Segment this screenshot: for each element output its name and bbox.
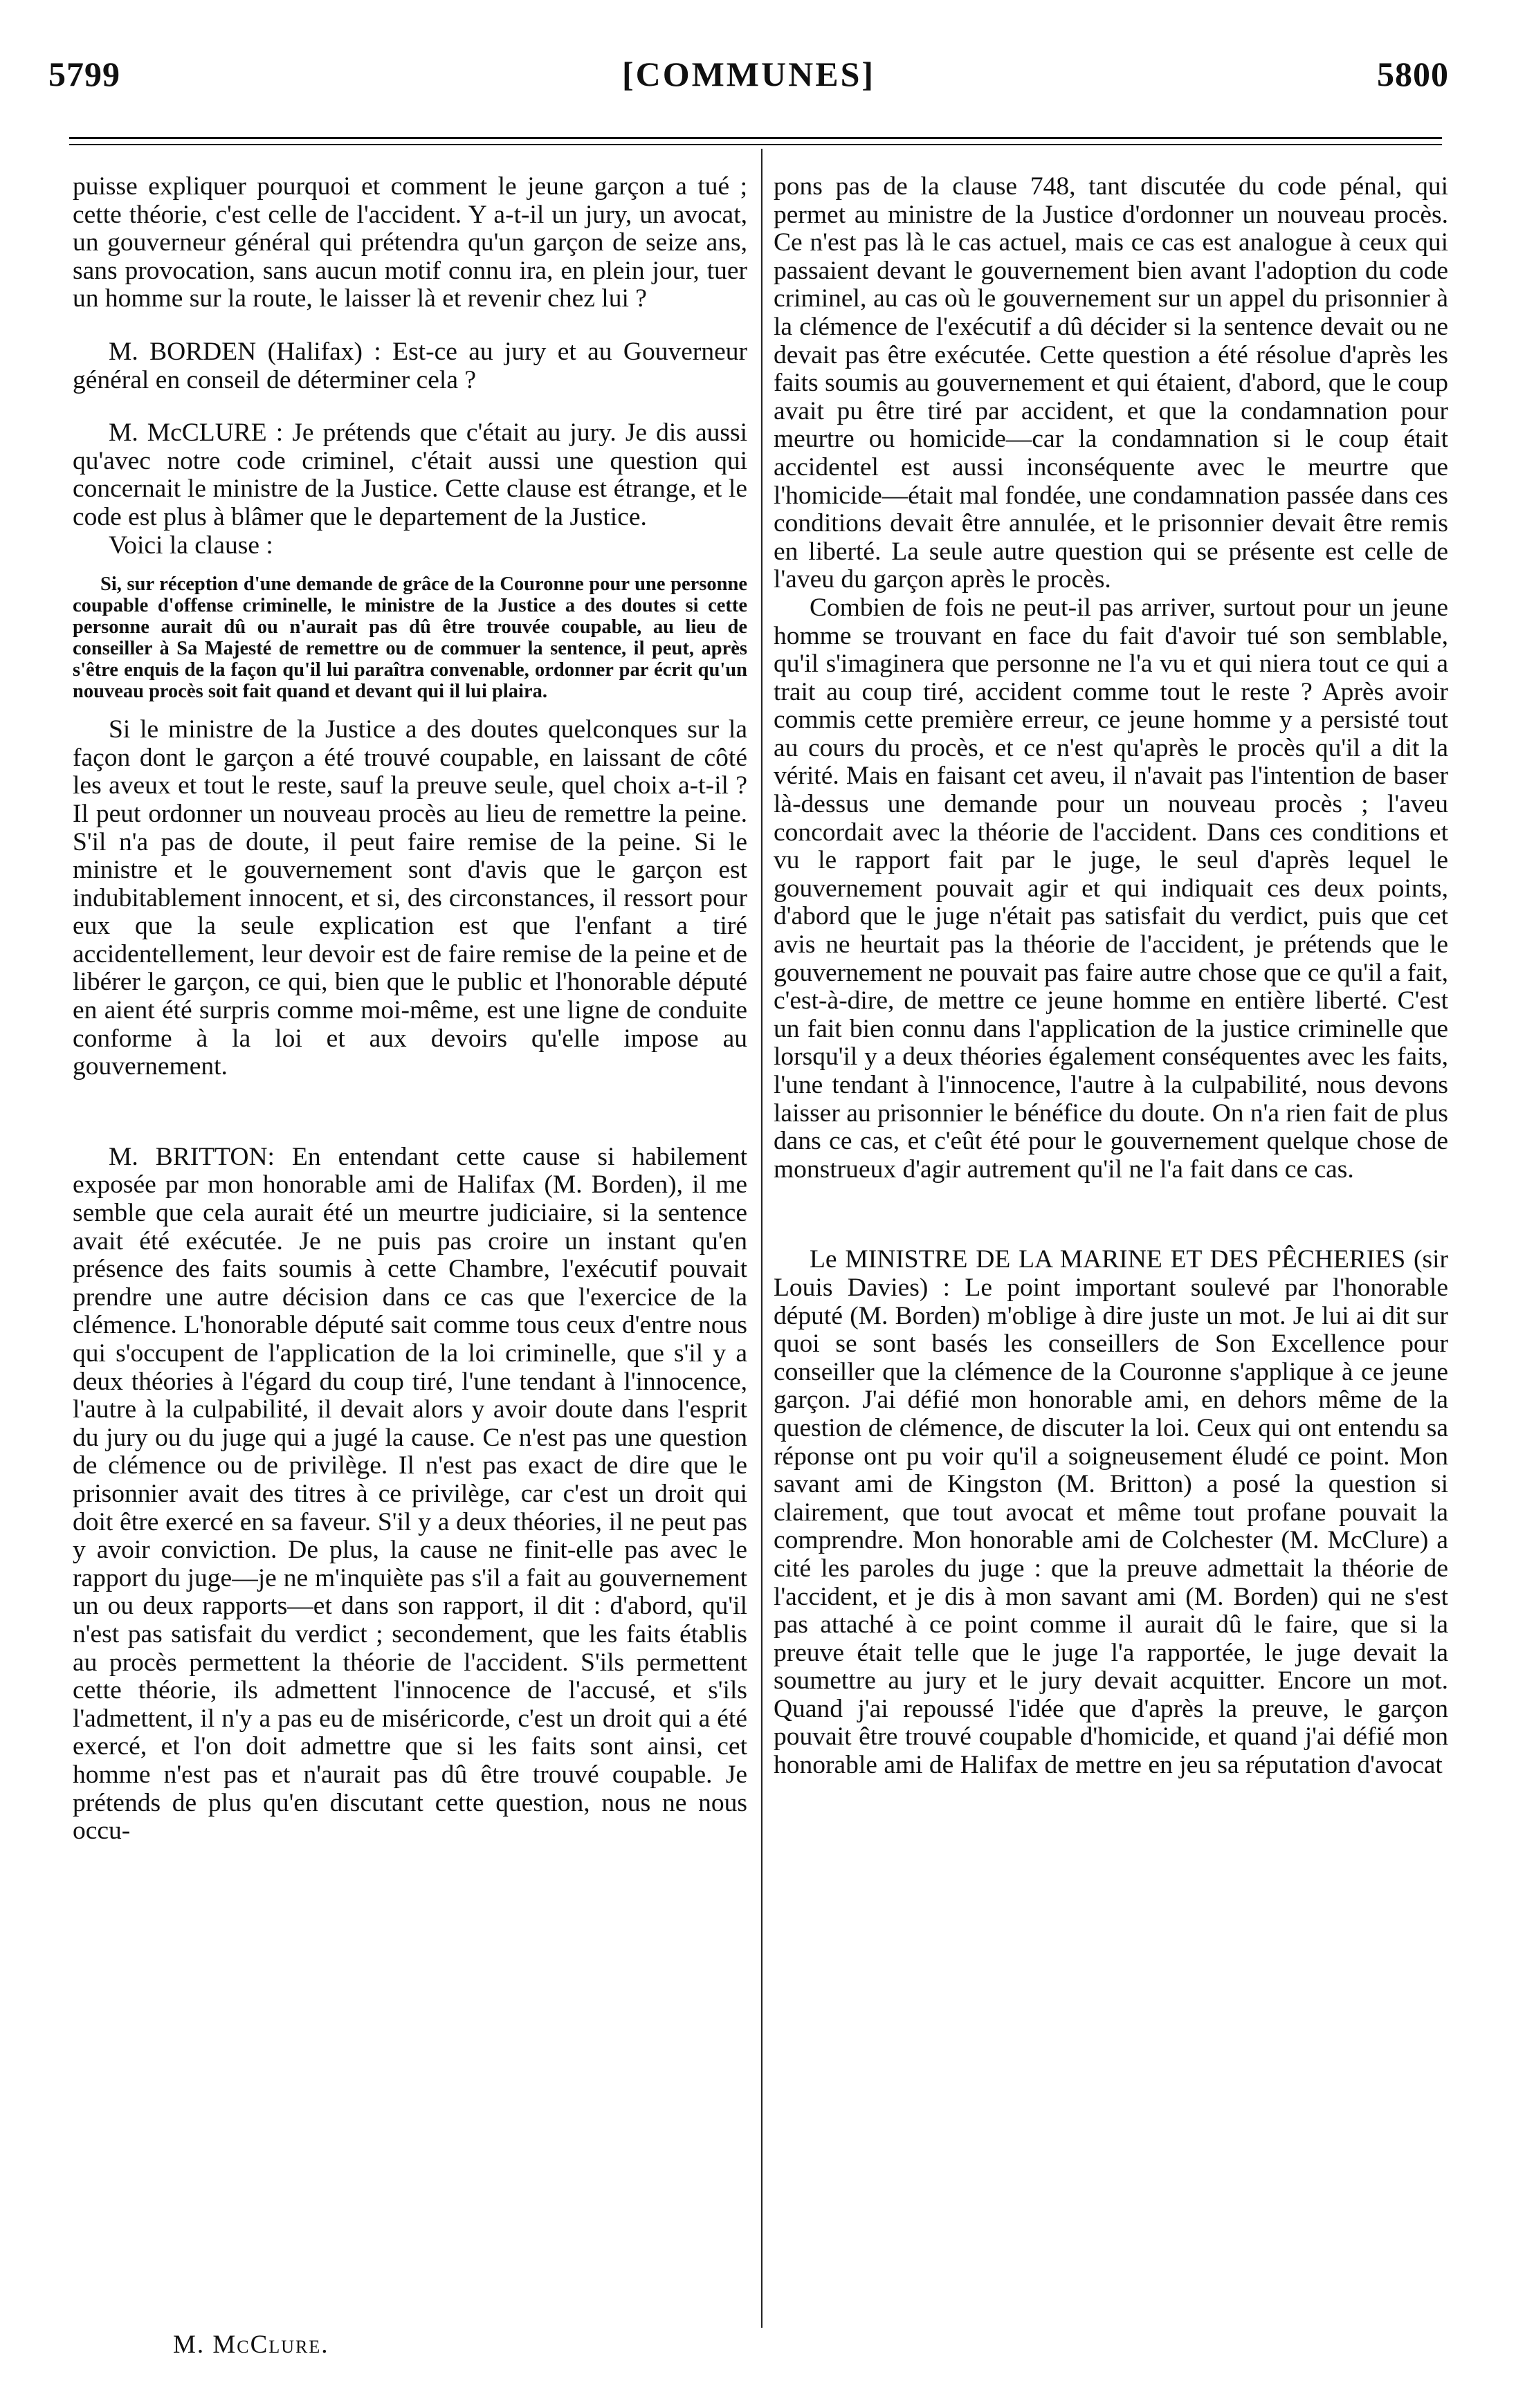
- speech-britton: M. BRITTON: En entendant cette cause si habilement exposée par mon honorable ami de Halifax (M. Borden), il me semble que cela aurait été un meurtre judiciaire, si la sentence avait été exécutée. Je ne puis pas croire un instant qu'en présence des faits soumis à cette Chambre, l'exécutif pouvait prendre une autre décision dans ce cas que l'exercice de la clémence. L'honorable député sait comme tous ceux d'entre nous qui s'occupent de l'application de la loi criminelle, que s'il y a deux théories à l'égard du coup tiré, l'une tendant à l'innocence, l'autre à la culpabilité, il devait alors y avoir doute dans l'esprit du jury ou du juge qui a jugé la cause. Ce n'est pas une question de clémence ou de privilège. Il n'est pas exact de dire que le prisonnier avait des titres à ce privilège, car c'est un droit qui doit être exercé en sa faveur. S'il y a deux théories, il ne peut pas y avoir conviction. De plus, la cause ne finit-elle pas avec le rapport du juge—je ne m'inquiète pas s'il a fait au gouvernement un ou deux rapports—et dans son rapport, il dit : d'abord, qu'il n'est pas satisfait du verdict ; secondement, que les faits établis au procès permettent la théorie de l'accident. S'ils permettent cette théorie, ils admettent l'innocence de l'accusé, et s'ils l'admettent, il n'y a pas eu de miséricorde, c'est un droit qui a été exercé, et l'on doit admettre que si les faits sont ainsi, cet homme n'est pas et n'aurait pas dû être trouvé coupable. Je prétends de plus qu'en discutant cette question, nous ne nous occu-: [73, 1142, 747, 1846]
- speech-minister-marine: Le MINISTRE DE LA MARINE ET DES PÊCHERIES (sir Louis Davies) : Le point important soulevé par l'honorable député (M. Borden) m'oblige à dire juste un mot. Je lui ai dit sur quoi se sont basés les conseillers de Son Excellence pour conseiller que la clémence de la Couronne s'applique à ce jeune garçon. J'ai défié mon honorable ami, en dehors même de la question de clémence, de discuter la loi. Ceux qui ont entendu sa réponse ont pu voir qu'il a soigneusement éludé ce point. Mon savant ami de Kingston (M. Britton) a posé la question si clairement, que tout avocat et même tout profane pouvait la comprendre. Mon honorable ami de Colchester (M. McClure) a cité les paroles du juge : que la preuve admettait la théorie de l'accident, et je dis à mon savant ami (M. Borden) qui ne s'est pas attaché à ce point comme il aurait dû le faire, que si la preuve était telle que le juge l'a rapportée, le juge devait la soumettre au jury et le jury devait acquitter. Encore un mot. Quand j'ai repoussé l'idée que d'après la preuve, le garçon pouvait être trouvé coupable d'homicide, et quand j'ai défié mon honorable ami de Halifax de mettre en jeu sa réputation d'avocat: [774, 1245, 1448, 1780]
- page-footer-speaker: M. McClure.: [173, 2331, 329, 2359]
- left-column: [73, 173, 747, 1846]
- paragraph-minister-justice: Si le ministre de la Justice a des doutes quelconques sur la façon dont le garçon a été trouvé coupable, en laissant de côté les aveux et tout le reste, sauf la preuve seule, quel choix a-t-il ? Il peut ordonner un nouveau procès au lieu de remettre la peine. S'il n'a pas de doute, il peut faire remise de la peine. Si le ministre et le gouvernement sont d'avis que le garçon est indubitablement innocent, et si, des circonstances, il ressort pour eux que la seule explication est que l'enfant a tiré accidentellement, leur devoir est de faire remise de la peine et de libérer le garçon, ce qui, bien que le public et l'honorable député en aient été surpris comme moi-même, est une ligne de conduite conforme à la loi et aux devoirs qu'elle impose au gouvernement.: [73, 715, 747, 1081]
- page-number-left: 5799: [48, 55, 120, 93]
- header-rule-bottom: [69, 144, 1442, 145]
- column-divider: [761, 149, 762, 2328]
- speech-borden: M. BORDEN (Halifax) : Est-ce au jury et au Gouverneur général en conseil de déterminer cela ?: [73, 337, 747, 394]
- speech-mcclure: M. McCLURE : Je prétends que c'était au jury. Je dis aussi qu'avec notre code criminel, c'était aussi une question qui concernait le ministre de la Justice. Cette clause est étrange, et le code est plus à blâmer que le departement de la Justice.: [73, 419, 747, 531]
- right-column: [774, 173, 1448, 1780]
- page-header: [48, 54, 1449, 109]
- paragraph-clause-intro: Voici la clause :: [109, 531, 273, 560]
- page-number-right: 5800: [1377, 55, 1449, 93]
- paragraph-continuation-right: pons pas de la clause 748, tant discutée du code pénal, qui permet au ministre de la Justice d'ordonner un nouveau procès. Ce n'est pas là le cas actuel, mais ce cas est analogue à ceux qui passaient devant le gouvernement bien avant l'adoption du code criminel, au cas où le gouvernement sur un appel du prisonnier à la clémence de l'exécutif a dû décider si la sentence devait ou ne devait pas être exécutée. Cette question a été résolue d'après les faits soumis au gouvernement et qui étaient, d'abord, que le coup avait pu être tiré par accident, et que la condamnation pour meurtre ou homicide—car la condamnation si le coup était accidentel est aussi inconséquente avec le meurtre que l'homicide—était mal fondée, une condamnation passée dans ces conditions devait être annulée, et le prisonnier devait être remis en liberté. La seule autre question qui se présente est celle de l'aveu du garçon après le procès.: [774, 172, 1448, 594]
- paragraph-confession: Combien de fois ne peut-il pas arriver, surtout pour un jeune homme se trouvant en face du fait d'avoir tué son semblable, qu'il s'imaginera que personne ne l'a vu et qui niera tout ce qui a trait au coup tiré, accident comme tout le reste ? Après avoir commis cette première erreur, ce jeune homme y a persisté tout au cours du procès, et ce n'est qu'après le procès qu'il a dit la vérité. Mais en faisant cet aveu, il n'avait pas l'intention de baser là-dessus une demande pour un nouveau procès ; l'aveu concordait avec la théorie de l'accident. Dans ces conditions et vu le rapport fait par le juge, le seul d'après lequel le gouvernement pouvait agir et qui indiquait ces deux points, d'abord que le juge n'était pas satisfait du verdict, puis que cet avis ne heurtait pas la théorie de l'accident, je prétends que le gouvernement ne pouvait pas faire autre chose que ce qu'il a fait, c'est-à-dire, de mettre ce jeune homme en entière liberté. C'est un fait bien connu dans l'application de la justice criminelle que lorsqu'il y a deux théories également conséquentes avec les faits, l'une tendant à l'innocence, l'autre à la culpabilité, nous devons laisser au prisonnier le bénéfice du doute. On n'a rien fait de plus dans ce cas, et c'eût été pour le gouvernement quelque chose de monstrueux d'agir autrement qu'il ne l'a fait dans ce cas.: [774, 593, 1448, 1184]
- paragraph-continuation: puisse expliquer pourquoi et comment le jeune garçon a tué ; cette théorie, c'est celle de l'accident. Y a-t-il un jury, un avocat, un gouverneur général qui prétendra qu'un garçon de seize ans, sans provocation, sans aucun motif connu ira, en plein jour, tuer un homme sur la route, le laisser là et revenir chez lui ?: [73, 172, 747, 313]
- quoted-clause: Si, sur réception d'une demande de grâce de la Couronne pour une personne coupable d'offense criminelle, le ministre de la Justice a des doutes si cette personne aurait dû ou n'aurait pas dû être trouvée coupable, au lieu de conseiller à Sa Majesté de remettre ou de commuer la sentence, il peut, après s'être enquis de la façon qu'il lui paraîtra convenable, ordonner par écrit qu'un nouveau procès soit fait quand et devant qui il lui plaira.: [73, 573, 747, 703]
- running-head: [COMMUNES]: [621, 55, 876, 93]
- header-rule-top: [69, 137, 1442, 139]
